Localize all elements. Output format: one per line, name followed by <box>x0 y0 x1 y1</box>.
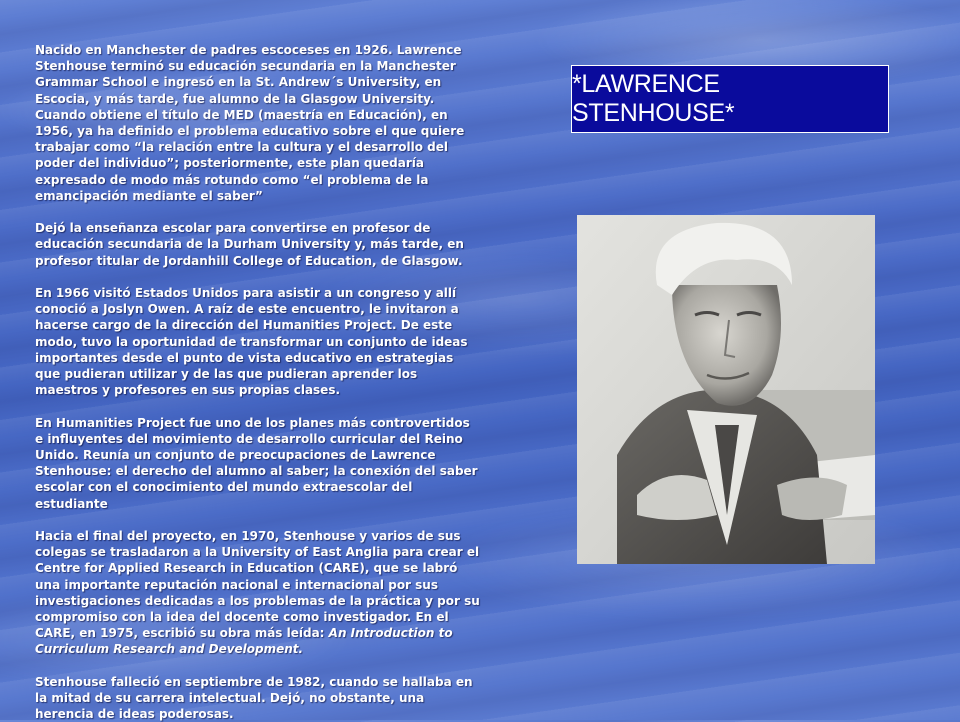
paragraph-birth: Nacido en Manchester de padres escoceses en 1926. Lawrence Stenhouse terminó su educación secundaria en la Manchester Grammar School e ingresó en la St. Andrew´s University, en Escocia, y más tarde, fue alumno de la Glasgow University. Cuando obtiene el título de MED (maestría en Educación), en 1956, ya ha definido el problema educativo sobre el que quiere trabajar como “la relación entre la cultura y el desarrollo del poder del individuo”; posteriormente, este plan quedaría expresado de modo más rotundo como “el problema de la emancipación mediante el saber” <box>35 43 465 203</box>
paragraph-care-text: Hacia el final del proyecto, en 1970, Stenhouse y varios de sus colegas se trasladaron a la University of East Anglia para crear el Centre for Applied Research in Education (CARE), que se labró una importante reputación nacional e internacional por sus investigaciones dedicadas a los problemas de la práctica y por su compromiso con la idea del docente como investigador. En el CARE, en 1975, escribió su obra más leída: <box>35 529 480 641</box>
paragraph-curriculum-movement: En Humanities Project fue uno de los planes más controvertidos e influyentes del movimiento de desarrollo curricular del Reino Unido. Reunía un conjunto de preocupaciones de Lawrence Stenhouse: el derecho del alumno al saber; la conexión del saber escolar con el conocimiento del mundo extraescolar del estudiante <box>35 415 478 511</box>
paragraph-humanities-project: En 1966 visitó Estados Unidos para asistir a un congreso y allí conoció a Joslyn Owen. A raíz de este encuentro, le invitaron a hacerse cargo de la dirección del Humanities Project. De este modo, tuvo la oportunidad de transformar un conjunto de ideas importantes desde el punto de vista educativo en estrategias que pudieran utilizar y de las que pudieran aprender los maestros y profesores en sus propias clases. <box>35 286 468 398</box>
biography-text <box>35 42 480 722</box>
paragraph-career: Dejó la enseñanza escolar para convertirse en profesor de educación secundaria de la Durham University y, más tarde, en profesor titular de Jordanhill College of Education, de Glasgow. <box>35 221 464 268</box>
title-box <box>571 65 889 133</box>
slide-title: *LAWRENCE STENHOUSE* <box>572 70 735 127</box>
paragraph-death: Stenhouse falleció en septiembre de 1982, cuando se hallaba en la mitad de su carrera intelectual. Dejó, no obstante, una herencia de ideas poderosas. <box>35 674 473 722</box>
portrait-illustration <box>577 215 875 564</box>
portrait-photo <box>577 215 875 564</box>
paragraph-care <box>35 528 480 658</box>
book-title: An Introduction to Curriculum Research and Development. <box>35 626 453 657</box>
